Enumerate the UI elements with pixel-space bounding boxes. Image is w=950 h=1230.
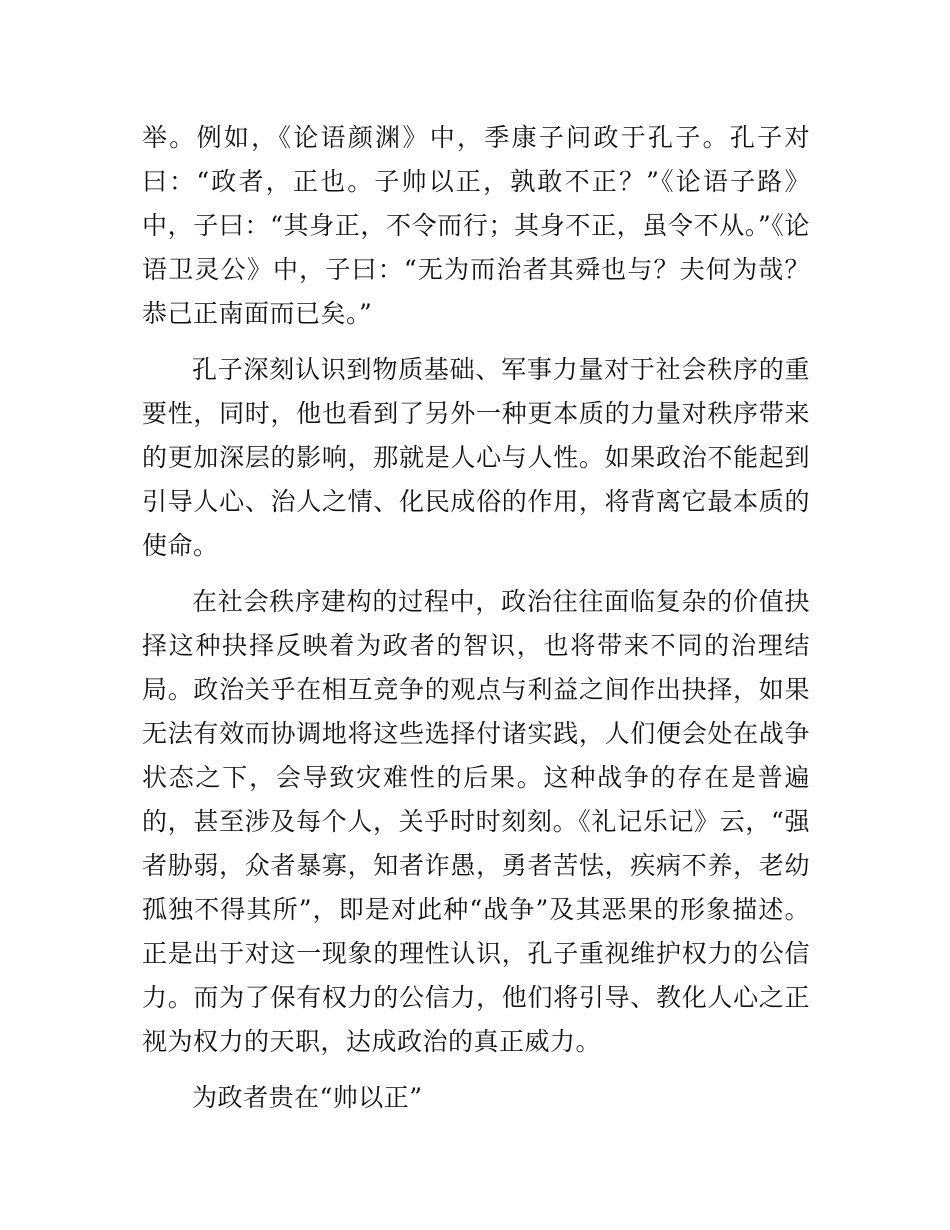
paragraph-continuation: 举。例如，《论语颜渊》中，季康子问政于孔子。孔子对曰：“政者，正也。子帅以正，孰敢不正？”《论语子路》中，子曰：“其身正，不令而行；其身不正，虽令不从。”《论语卫灵公》中，子曰：“无为而治者其舜也与？夫何为哉？恭己正南面而已矣。” <box>142 123 810 328</box>
paragraph: 孔子深刻认识到物质基础、军事力量对于社会秩序的重要性，同时，他也看到了另外一种更本质的力量对秩序带来的更加深层的影响，那就是人心与人性。如果政治不能起到引导人心、治人之情、化民成俗的作用，将背离它最本质的使命。 <box>142 355 810 560</box>
paragraph: 在社会秩序建构的过程中，政治往往面临复杂的价值抉择这种抉择反映着为政者的智识，也将带来不同的治理结局。政治关乎在相互竞争的观点与利益之间作出抉择，如果无法有效而协调地将这些选择付诸实践，人们便会处在战争状态之下，会导致灾难性的后果。这种战争的存在是普遍的，甚至涉及每个人，关乎时时刻刻。《礼记乐记》云，“强者胁弱，众者暴寡，知者诈愚，勇者苦怯，疾病不养，老幼孤独不得其所”，即是对此种“战争”及其恶果的形象描述。正是出于对这一现象的理性认识，孔子重视维护权力的公信力。而为了保有权力的公信力，他们将引导、教化人心之正视为权力的天职，达成政治的真正威力。 <box>142 587 810 1056</box>
document-body <box>142 116 810 1132</box>
section-heading: 为政者贵在“帅以正” <box>192 1083 423 1112</box>
